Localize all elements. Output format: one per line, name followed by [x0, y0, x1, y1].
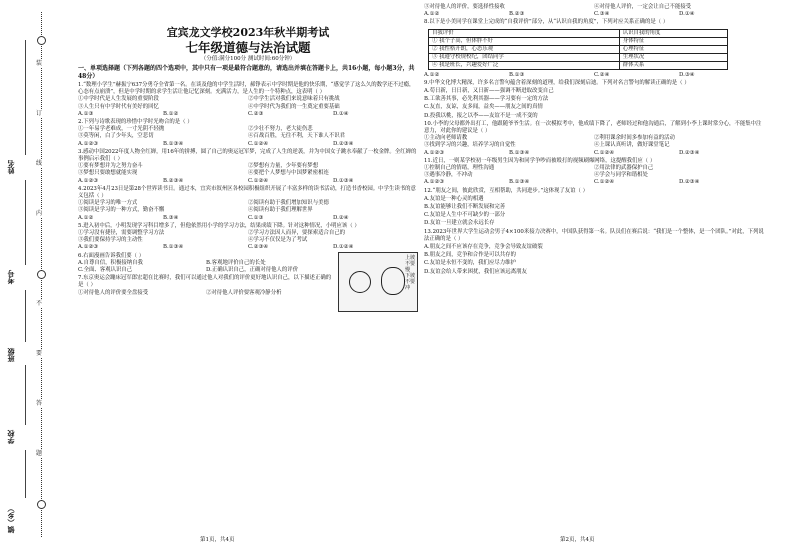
answer-option: ③找到学习的兴趣，培养学习的自觉性 — [424, 142, 516, 149]
answer-option: ①主动向老师请教 — [424, 135, 468, 142]
answer-option: C.全面、客观认识自己 — [78, 267, 133, 274]
field-label-id: 考号 — [6, 270, 15, 284]
answer-option: ①要有梦想并为之努力奋斗 — [78, 163, 143, 170]
answer-option: B.③④ — [163, 214, 179, 221]
cartoon-figure — [349, 271, 371, 293]
answer-option: D.①③④ — [333, 177, 354, 184]
page-left — [78, 4, 418, 312]
answer-option: D.①④ — [679, 11, 695, 18]
answer-options — [78, 215, 418, 222]
answer-option: ④百战百胜，无往不利，天下谁人不识君 — [248, 133, 346, 140]
question-text: 13.2023年世界大学生运动会男子4×100米接力决赛中，中国队获得第一名。队员们在赛后说：“我们是一个整体，是一个团队。”对此，下列说法正确的是（ ） — [424, 228, 764, 242]
binding-tick: 不 — [36, 300, 43, 307]
binding-hole — [37, 500, 46, 509]
field-line — [25, 365, 26, 425]
answer-option: B.客观地评价自己的长处 — [206, 259, 266, 266]
field-label-class: 班级 — [6, 348, 15, 362]
answer-option: ②少壮不努力，老大徒伤悲 — [248, 126, 313, 133]
answer-option: C.①②④ — [248, 177, 269, 184]
answer-option: ③人生只有中学时代有美好的回忆 — [78, 103, 159, 110]
cartoon-caption: 上坡不要慢 下坡不要冲 — [405, 254, 416, 291]
binding-tick: 装 — [36, 60, 43, 67]
answer-option: ②对待他人评价要客观冷静分析 — [206, 289, 282, 296]
table-cell: 群体关系 — [619, 61, 727, 69]
answer-option: C.①②④ — [594, 149, 615, 156]
answer-option: ①对待他人的评价要全盘接受 — [78, 289, 149, 296]
answer-options — [78, 290, 334, 297]
answer-option: ②中学生活对我们来说意味着只有挑战 — [248, 96, 340, 103]
answer-option: ①阅读是学习的唯一方式 — [78, 200, 138, 207]
table-cell: 生理状况 — [619, 53, 727, 61]
answer-option: A.①② — [424, 71, 440, 78]
table-row — [429, 53, 728, 61]
table-cell: ② 我性格开朗，心态乐观 — [429, 45, 620, 53]
binding-tick: 内 — [36, 210, 43, 217]
answer-option: C.①②④ — [594, 179, 615, 186]
answer-option: A.①② — [424, 11, 440, 18]
binding-tick: 订 — [36, 110, 43, 117]
binding-hole — [37, 270, 46, 279]
page-right — [424, 4, 764, 276]
right-question-list — [424, 4, 764, 27]
table-cell: ③ 我遵守校规校纪，团结同学 — [429, 53, 620, 61]
answer-option: A.①②③ — [78, 244, 99, 251]
answer-option: B.①③④ — [509, 179, 530, 186]
answer-option: B.②③④ — [163, 177, 184, 184]
question-text: 1.“数理小学生”赫振宁637分勇夺全省第一名。在谈及他的中学生活时，郝铮表示中学时期是他的快乐期，“感觉学了这么久的数学还不过瘾，心态有点崩溃”，但是中学时期的求学生活让他记忆深刻。充满活力，是人生的一个特种点，这表明（ ） — [78, 82, 415, 96]
question-text: 6.右面漫画告诉我们要（ ） — [78, 252, 145, 259]
answer-option: ①控制自己的情绪，理性沟通 — [424, 165, 495, 172]
answer-option: B.①② — [163, 110, 179, 117]
table-cell: ④ 我是班长，兴趣爱好广泛 — [429, 61, 620, 69]
question-text: D.投我以桃，报之以李——友谊不是一成不变的 — [424, 112, 538, 119]
answer-option: B.①③④ — [163, 244, 184, 251]
answer-options — [78, 163, 418, 177]
answer-option: B.①③ — [509, 71, 525, 78]
question-text: 10.小李的父母都外出打工，他跟随爷爷生活。在一次模拟考中，他成绩下降了，老师经过和他沟通后，了解到小李上课时常分心，不能集中注意力，对此你的建议是（ ） — [424, 120, 762, 135]
answer-option: A.①②③ — [78, 177, 99, 184]
exam-subtitle: 七年级道德与法治试题 — [185, 40, 311, 55]
section-heading: 一、单项选择题（下列各题的四个选项中，其中只有一项是最符合题意的，请选出并填在答题卡上，共16小题，每小题3分，共48分） — [78, 65, 415, 80]
answer-option: ②用法律的武器保护自己 — [594, 165, 654, 172]
table-cell: 心理特征 — [619, 45, 727, 53]
answer-option: ②梦想有力量，少年要有梦想 — [248, 163, 319, 170]
answer-options — [78, 178, 418, 185]
page-number-right: 第2页，共4页 — [560, 537, 595, 543]
answer-option: ②阅读有助于我们增加知识与美德 — [248, 200, 329, 207]
exam-info: （分值:满分100分 测试时间:60分钟） — [200, 56, 296, 62]
answer-option: D.②③④ — [679, 149, 700, 156]
answer-option: ①学习没有捷径，需要调整学习方法 — [78, 230, 165, 237]
exam-title: 宜宾龙文学校2023年秋半期考试 — [166, 26, 330, 39]
answer-option: C.②③④ — [248, 244, 269, 251]
question-text: C.友谊是永恒不变的，我们应尽力维护 — [424, 260, 516, 267]
answer-options — [424, 150, 764, 157]
answer-option: ④阅读有助于我们理解世界 — [248, 207, 313, 214]
question-text: 7.东京奥运会蹦床冠军郎宏超在比赛时，我们可以通过他人对我们的评价更好地认识自己，以下描述正确的是（ ） — [78, 275, 332, 289]
cartoon-image — [338, 252, 418, 312]
answer-option: ④要把个人梦想与中国梦紧密相连 — [248, 170, 329, 177]
table-header: 自我评价 — [429, 29, 620, 37]
answer-options — [78, 260, 334, 267]
answer-options — [78, 111, 418, 118]
table-row — [429, 61, 728, 69]
answer-option: B.①③④ — [509, 149, 530, 156]
left-question-list — [78, 65, 418, 297]
answer-option: ③遇事冷静，不冲动 — [424, 172, 473, 179]
field-label-town: 镇（乡） — [6, 505, 15, 533]
answer-options — [78, 230, 418, 244]
question-text: C.友谊是人生中不可缺少的一部分 — [424, 212, 506, 219]
answer-options — [424, 179, 764, 186]
answer-option: C.②④ — [594, 71, 610, 78]
answer-option: A.①②③ — [424, 179, 445, 186]
answer-options — [424, 11, 764, 18]
binding-strip — [0, 0, 50, 549]
answer-option: ④对待他人评价，一定会让自己不能接受 — [594, 4, 692, 10]
answer-options — [78, 141, 418, 148]
answer-option: ④上课认真听讲，做好课堂笔记 — [594, 142, 670, 149]
question-text: A.友谊是一种心灵的相遇 — [424, 195, 484, 202]
question-text: 5.进入初中后，小明发现学习科目增多了，但他依然用小学的学习方法，结果成绩下降。针对这种情况，小明应该（ ） — [78, 222, 360, 229]
field-line — [25, 40, 26, 155]
answer-option: D.①④ — [333, 110, 349, 117]
question-text: C.友直，友谅，友多闻，益矣——朋友之间的真情 — [424, 104, 543, 111]
table-row — [429, 45, 728, 53]
binding-tick: 要 — [36, 350, 43, 357]
answer-option: A.①② — [78, 214, 94, 221]
answer-option: ②学习方法因人而异，要探索适合自己的 — [248, 230, 346, 237]
answer-option: A.①③ — [78, 110, 94, 117]
answer-option: D.③④ — [679, 71, 695, 78]
answer-option: ③莫等闲，白了少年头，空悲切 — [78, 133, 154, 140]
table-cell: 身体特征 — [619, 37, 727, 45]
answer-option: ③对待他人的评价，要选择性接收 — [424, 4, 505, 10]
question-text: 4.2023年4月23日是第28个世界读书日。通过本，宜宾市叙州区各校园积极组织开展了丰富多样的读书活动，打造书香校园。中学生读书的意义包括（ ） — [78, 185, 416, 200]
answer-options — [78, 267, 334, 274]
answer-option: ①中学时代是人生发展的重要阶段 — [78, 96, 159, 103]
binding-tick: 答 — [36, 400, 43, 407]
answer-options — [424, 172, 764, 179]
question-text: D.友谊一旦建立就会永远长存 — [424, 220, 495, 227]
answer-option: B.②③ — [509, 11, 525, 18]
question-8-table — [428, 29, 728, 70]
field-label-name: 姓名 — [6, 160, 15, 174]
answer-option: ④学会与同学和谐相处 — [594, 172, 648, 179]
answer-options — [424, 4, 764, 11]
table-cell: ① 我个子高，但体胖不好 — [429, 37, 620, 45]
question-text: 3.感动中国2022年度人物全红婵，用16年的拼搏，圆了自己的奥运冠军梦，完成了人生的逆袭，并为中国女子跳水奉献了一枚金牌。全红婵的事例启示我们（ ） — [78, 148, 417, 163]
answer-option: ②利用课余时间多参加有益的活动 — [594, 135, 675, 142]
answer-option: A.自尊自信，积极接纳自我 — [78, 259, 143, 266]
right-question-list-2 — [424, 72, 764, 276]
question-text: 12.“朋友之间，彼此欣赏，互相帮助，共同进步。”这体现了友谊（ ） — [424, 187, 589, 194]
answer-option: ④中学时代为我们的一生奠定重要基础 — [248, 103, 340, 110]
answer-option: D.②④ — [333, 214, 349, 221]
binding-tick: 题 — [36, 450, 43, 457]
answer-options — [78, 96, 418, 110]
question-text: B.朋友之间，竞争和合作是可以共存的 — [424, 252, 516, 259]
question-text: B.工欲善其事，必先利其器——学习要有一定的方法 — [424, 96, 549, 103]
answer-option: C.③④ — [594, 11, 610, 18]
answer-option: C.①②④ — [248, 140, 269, 147]
answer-option: A.①②③ — [78, 140, 99, 147]
answer-options — [424, 72, 764, 79]
question-text: 11.近日，一则某学校初一年级男生因为和同学争吵而被殴打的视频刷爆网络，这提醒我们应（ ） — [424, 157, 656, 164]
answer-options — [424, 142, 764, 149]
answer-option: B.①③④ — [163, 140, 184, 147]
page-number-left: 第1页，共4页 — [200, 537, 235, 543]
answer-option: ③梦想只要敢想就能实现 — [78, 170, 138, 177]
answer-option: D.正确认识自己，正确对待他人的评价 — [206, 267, 299, 274]
question-text: A.朋友之间不应该存在竞争，竞争会导致友谊破裂 — [424, 244, 543, 251]
answer-option: D.②③④ — [679, 179, 700, 186]
field-line — [25, 180, 26, 265]
question-text: 9.中华文化博大精深，许多名言警句蕴含着深刻的道理，给我们深刻启迪。下列对名言警句的解读正确的是（ ） — [424, 79, 690, 86]
answer-options — [78, 126, 418, 140]
answer-option: ③阅读是学习的一种方式，勤奋不懈 — [78, 207, 165, 214]
answer-options — [78, 200, 418, 214]
answer-option: C.①③ — [248, 214, 264, 221]
field-label-school: 学校 — [6, 430, 15, 444]
answer-options — [78, 244, 418, 251]
answer-option: ③我们要保持学习的主动性 — [78, 237, 143, 244]
answer-option: C.②③ — [248, 110, 264, 117]
answer-option: ④学习不仅仅是为了考试 — [248, 237, 308, 244]
answer-option: A.①②③ — [424, 149, 445, 156]
question-text: 8.以下是小美同学在课堂上完成的“自我评价”部分，从“认识自我的角度”，下列对应关系正确的是（ ） — [424, 19, 669, 26]
answer-option: D.②③④ — [333, 140, 354, 147]
field-line — [25, 290, 26, 342]
answer-option: ①一年易学老难成，一寸光阴不轻抛 — [78, 126, 165, 133]
table-row — [429, 37, 728, 45]
question-text: 2.下列与诗歌表现的珍惜中学时光吻合的是（ ） — [78, 119, 193, 126]
field-line — [25, 450, 26, 498]
binding-hole — [37, 36, 46, 45]
question-text: D.友谊会给人带来困扰，我们应该远离朋友 — [424, 268, 527, 275]
table-header: 认识自我的角度 — [619, 29, 727, 37]
binding-tick: 线 — [36, 160, 43, 167]
answer-option: D.①②④ — [333, 244, 354, 251]
question-text: B.友谊能够让我们不断发展和完善 — [424, 204, 506, 211]
question-text: A.苟日新，日日新，又日新——强调不断进取改变自己 — [424, 88, 554, 95]
cartoon-figure — [381, 267, 405, 295]
